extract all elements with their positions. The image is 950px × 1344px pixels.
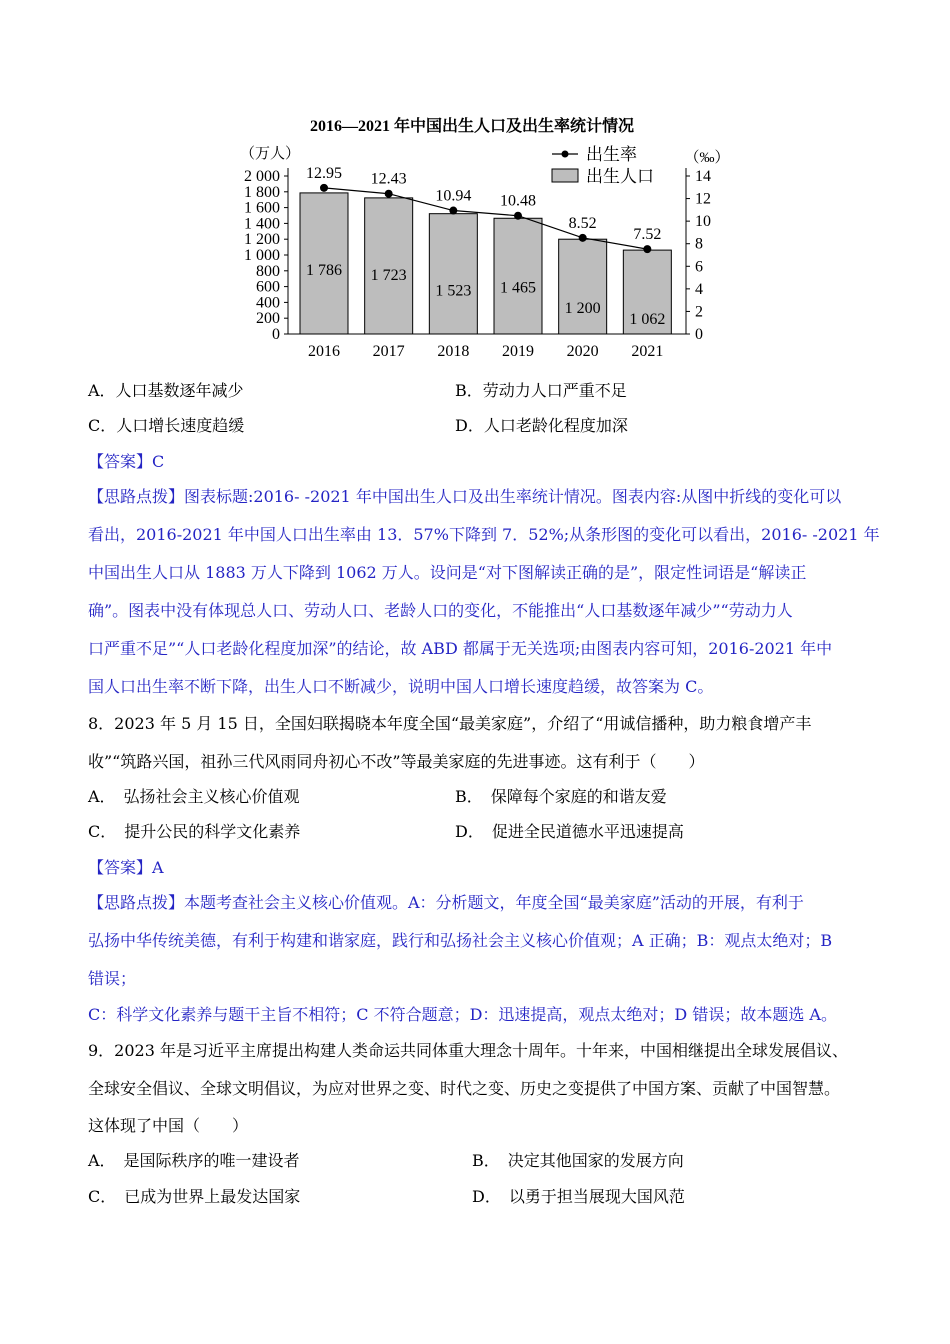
left-axis-tick-label: 1 400 [244,215,280,233]
birth-rate-point [514,212,522,220]
left-axis-unit: （万人） [239,146,301,162]
q8-option-a: A． 弘扬社会主义核心价值观 [88,787,300,806]
left-axis-tick-label: 600 [256,278,280,296]
x-axis-tick-label: 2019 [502,343,534,360]
x-axis-tick-label: 2021 [631,343,664,360]
q7-option-c: C．人口增长速度趋缓 [88,416,245,435]
x-axis-tick-label: 2016 [308,343,340,360]
legend-label-births: 出生人口 [586,167,654,186]
right-axis-tick-label: 8 [695,235,703,253]
q8-option-d: D． 促进全民道德水平迅速提高 [455,822,684,841]
q7-analysis-line: 确”。图表中没有体现总人口、劳动人口、老龄人口的变化，不能推出“人口基数逐年减少”“劳动力人 [88,601,793,620]
birth-rate-label: 7.52 [633,226,662,244]
birth-rate-point [320,184,328,192]
x-axis-tick-label: 2020 [566,343,599,360]
q8-analysis-line: 弘扬中华传统美德，有利于构建和谐家庭，践行和弘扬社会主义核心价值观；A 正确；B：观点太绝对；B [88,931,833,950]
q8-analysis-line: 【思路点拨】本题考查社会主义核心价值观。A：分析题文，年度全国“最美家庭”活动的开展，有利于 [88,893,804,912]
right-axis-tick-label: 0 [695,326,703,343]
bar [429,214,477,334]
legend-bar-swatch [552,169,578,182]
legend-label-rate: 出生率 [586,145,637,164]
bar [559,239,607,334]
birth-rate-label: 12.95 [306,164,342,182]
birth-rate-point [643,245,651,253]
q7-analysis-line: 【思路点拨】图表标题:2016- -2021 年中国出生人口及出生率统计情况。图表内容:从图中折线的变化可以 [88,487,842,506]
q8-stem-line: 8．2023 年 5 月 15 日，全国妇联揭晓本年度全国“最美家庭”，介绍了“用诚信播种，助力粮食增产丰 [88,714,812,733]
birth-rate-label: 10.94 [435,187,472,205]
bar-value-label: 1 523 [435,282,472,300]
q9-stem-line: 9．2023 年是习近平主席提出构建人类命运共同体重大理念十周年。十年来，中国相继提出全球发展倡议、 [88,1041,848,1060]
bar-value-label: 1 723 [370,266,407,284]
birth-rate-label: 12.43 [370,170,407,188]
bar-value-label: 1 200 [564,300,601,318]
q7-analysis-line: 口严重不足”“人口老龄化程度加深”的结论，故 ABD 都属于无关选项;由图表内容可知，2016-2021 年中 [88,639,833,658]
left-axis-tick-label: 1 000 [244,247,280,264]
q7-analysis-line: 中国出生人口从 1883 万人下降到 1062 万人。设问是“对下图解读正确的是”，限定性词语是“解读正 [88,563,807,582]
left-axis-tick-label: 1 800 [244,183,280,201]
q7-option-b: B．劳动力人口严重不足 [455,381,627,400]
q9-stem-line: 这体现了中国（ ） [88,1116,249,1135]
q8-option-c: C． 提升公民的科学文化素养 [88,822,301,841]
bar-value-label: 1 786 [306,261,342,279]
q7-analysis-line: 看出，2016-2021 年中国人口出生率由 13．57%下降到 7．52%;从条形图的变化可以看出，2016- -2021 年 [88,525,880,544]
x-axis-tick-label: 2018 [437,343,470,360]
right-axis-tick-label: 14 [695,168,711,185]
birth-rate-point [385,190,393,198]
left-axis-tick-label: 800 [256,262,280,280]
right-axis-tick-label: 10 [695,213,711,231]
q7-analysis-line: 国人口出生率不断下降，出生人口不断减少，说明中国人口增长速度趋缓，故答案为 C。 [88,677,714,696]
left-axis-tick-label: 200 [256,310,280,328]
q9-option-d: D． 以勇于担当展现大国风范 [472,1187,685,1206]
q9-option-b: B． 决定其他国家的发展方向 [472,1151,684,1170]
q8-stem-line: 收”“筑路兴国，祖孙三代风雨同舟初心不改”等最美家庭的先进事迹。这有利于（ ） [88,752,705,771]
left-axis-tick-label: 2 000 [244,168,280,185]
q9-option-c: C． 已成为世界上最发达国家 [88,1187,301,1206]
bar [494,218,542,334]
q8-analysis-line: 错误； [88,969,137,988]
right-axis-unit: （‰） [684,150,730,166]
q9-option-a: A． 是国际秩序的唯一建设者 [88,1151,300,1170]
x-axis-tick-label: 2017 [372,343,405,360]
left-axis-tick-label: 0 [272,326,280,343]
legend-line-marker [562,151,569,158]
left-axis-tick-label: 1 600 [244,199,280,217]
q8-analysis-line: C：科学文化素养与题干主旨不相符；C 不符合题意；D：迅速提高，观点太绝对；D 错误；故本题选 A。 [88,1005,837,1024]
chart-title: 2016—2021 年中国出生人口及出生率统计情况 [309,118,635,135]
right-axis-tick-label: 2 [695,303,703,321]
birth-rate-label: 10.48 [500,192,536,210]
birth-rate-point [579,234,587,242]
bar-value-label: 1 465 [500,279,536,297]
q7-option-d: D．人口老龄化程度加深 [455,416,628,435]
birth-chart [200,110,760,370]
birth-rate-point [449,207,457,215]
right-axis-tick-label: 12 [695,190,711,208]
right-axis-tick-label: 4 [695,280,703,298]
left-axis-tick-label: 1 200 [244,231,280,249]
bar-value-label: 1 062 [629,311,666,329]
q7-answer: 【答案】C [88,452,165,471]
q8-answer: 【答案】A [88,858,164,877]
birth-rate-label: 8.52 [568,214,597,232]
left-axis-tick-label: 400 [256,294,280,312]
right-axis-tick-label: 6 [695,258,703,276]
q8-option-b: B． 保障每个家庭的和谐友爱 [455,787,667,806]
q9-stem-line: 全球安全倡议、全球文明倡议，为应对世界之变、时代之变、历史之变提供了中国方案、贡献了中国智慧。 [88,1079,841,1098]
birth-chart-svg [200,110,760,370]
q7-option-a: A．人口基数逐年减少 [88,381,244,400]
